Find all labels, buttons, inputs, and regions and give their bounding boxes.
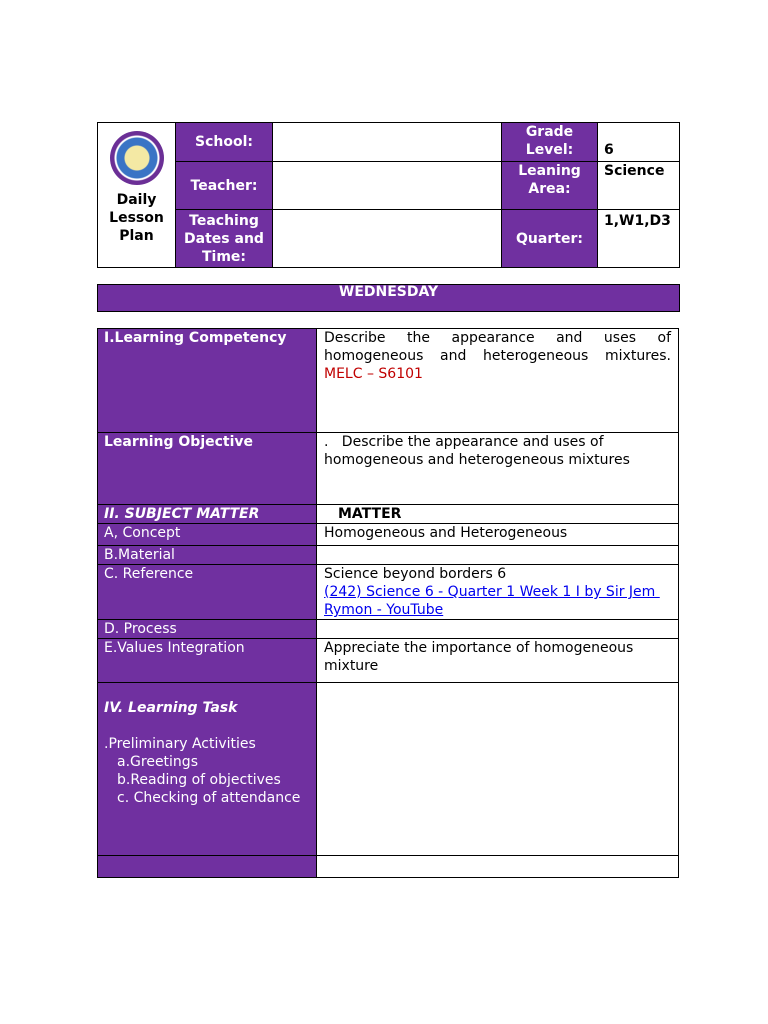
values-integration-cell[interactable] bbox=[317, 639, 679, 683]
competency-line-2: homogeneous and heterogeneous mixtures. bbox=[324, 348, 671, 364]
teaching-dates-label bbox=[176, 210, 273, 268]
reference-video-link[interactable] bbox=[324, 583, 671, 619]
objective-line-2: homogeneous and heterogeneous mixtures bbox=[324, 452, 630, 468]
concept-label: A, Concept bbox=[98, 524, 317, 546]
subject-matter-label: II. SUBJECT MATTER bbox=[98, 505, 317, 524]
subject-matter-value[interactable]: MATTER bbox=[317, 505, 679, 524]
grade-label-line-2: Level: bbox=[525, 142, 574, 158]
learning-task-label: IV. Learning Task bbox=[104, 700, 238, 716]
competency-cell[interactable] bbox=[317, 329, 679, 433]
quarter-label: Quarter: bbox=[502, 210, 598, 268]
dates-label-line-1: Teaching bbox=[189, 212, 259, 229]
learning-task-content[interactable] bbox=[317, 683, 679, 856]
grade-label-line-1: Grade bbox=[525, 124, 574, 140]
competency-label: I.Learning Competency bbox=[98, 329, 317, 433]
grade-level-value[interactable]: 6 bbox=[598, 123, 680, 162]
prelim-item-reading-objectives: b.Reading of objectives bbox=[117, 772, 281, 788]
prelim-item-checking-attendance: c. Checking of attendance bbox=[117, 790, 301, 806]
teaching-dates-field[interactable] bbox=[273, 210, 502, 268]
melc-code: MELC – S6101 bbox=[324, 366, 423, 382]
area-label-line-2: Area: bbox=[528, 181, 571, 197]
material-label: B.Material bbox=[98, 546, 317, 565]
doc-type-line-1: Daily bbox=[116, 192, 157, 208]
day-banner bbox=[97, 284, 680, 312]
concept-value[interactable]: Homogeneous and Heterogeneous bbox=[317, 524, 679, 546]
area-label-line-1: Leaning bbox=[518, 163, 581, 179]
reference-cell bbox=[317, 565, 679, 620]
prelim-item-greetings: a.Greetings bbox=[117, 754, 198, 770]
lesson-plan-header bbox=[97, 122, 680, 268]
school-field[interactable] bbox=[273, 123, 502, 162]
learning-task-cell bbox=[98, 683, 317, 856]
school-seal-icon bbox=[110, 131, 164, 185]
last-row-value[interactable] bbox=[317, 856, 679, 878]
objective-cell[interactable] bbox=[317, 433, 679, 505]
school-label: School: bbox=[176, 123, 273, 162]
reference-link-line-2: Rymon - YouTube bbox=[324, 602, 444, 618]
objective-label: Learning Objective bbox=[98, 433, 317, 505]
learning-area-label bbox=[502, 162, 598, 210]
grade-level-label bbox=[502, 123, 598, 162]
logo-cell bbox=[98, 123, 176, 268]
reference-label: C. Reference bbox=[98, 565, 317, 620]
process-label: D. Process bbox=[98, 620, 317, 639]
lesson-plan-body bbox=[97, 328, 679, 878]
teacher-field[interactable] bbox=[273, 162, 502, 210]
quarter-value[interactable]: 1,W1,D3 bbox=[598, 210, 680, 268]
values-line-1: Appreciate the importance of homogeneous bbox=[324, 640, 634, 656]
dates-label-line-3: Time: bbox=[201, 248, 247, 265]
material-value[interactable] bbox=[317, 546, 679, 565]
objective-line-1: . Describe the appearance and uses of bbox=[324, 434, 604, 450]
process-value[interactable] bbox=[317, 620, 679, 639]
teacher-label: Teacher: bbox=[176, 162, 273, 210]
values-integration-label: E.Values Integration bbox=[98, 639, 317, 683]
competency-line-1: Describe the appearance and uses of bbox=[324, 330, 671, 346]
reference-link-line-1: (242) Science 6 - Quarter 1 Week 1 I by Sir Jem bbox=[324, 584, 660, 600]
preliminary-activities-label: .Preliminary Activities bbox=[104, 736, 256, 752]
values-line-2: mixture bbox=[324, 658, 379, 674]
doc-type-line-2: Lesson bbox=[109, 210, 164, 226]
doc-type-line-3: Plan bbox=[119, 228, 154, 244]
dates-label-line-2: Dates and bbox=[184, 230, 264, 247]
day-label: WEDNESDAY bbox=[338, 284, 439, 300]
last-row-label bbox=[98, 856, 317, 878]
reference-book: Science beyond borders 6 bbox=[324, 566, 507, 582]
learning-area-value[interactable]: Science bbox=[598, 162, 680, 210]
